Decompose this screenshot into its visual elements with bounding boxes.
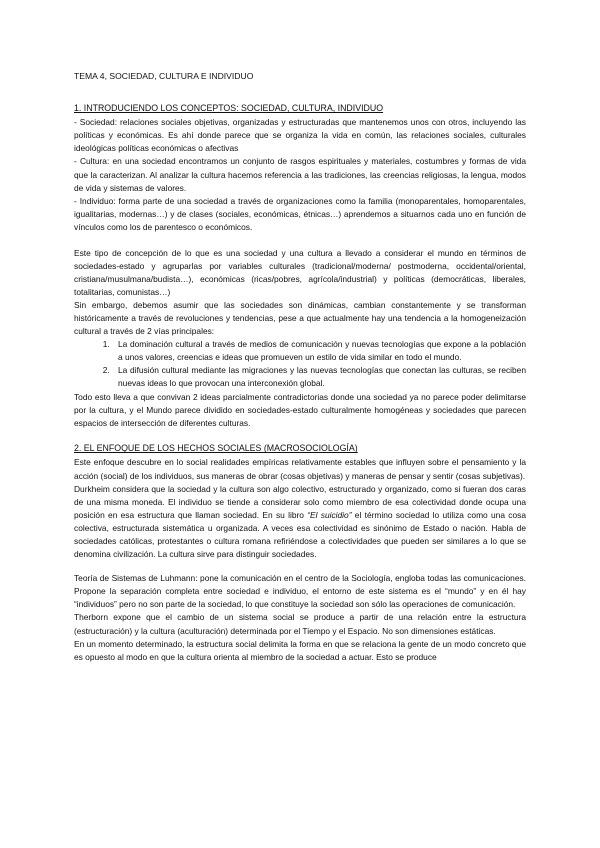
numbered-list: [74, 338, 526, 390]
paragraph: En un momento determinado, la estructura social delimita la forma en que se relaciona la gente de un modo concreto que es opuesto al modo en que la cultura orienta al miembro de la sociedad a actuar. Esto se produce: [74, 638, 526, 662]
durkheim-text-a: Durkheim considera que la sociedad y la cultura son algo colectivo, estructurado y organizado, como si fueran dos caras de una misma moneda. El individuo se tiende a considerar solo como miembro de esa colectividad donde ocupa una posición en esa estructura que llaman sociedad. En su libro: [74, 483, 526, 520]
list-item: 1. La dominación cultural a través de medios de comunicación y nuevas tecnologías que expone a la población a unos valores, creencias e ideas que promueven un estilo de vida similar en todo el mundo.: [112, 338, 526, 364]
section-heading-1: 1. INTRODUCIENDO LOS CONCEPTOS: SOCIEDAD, CULTURA, INDIVIDUO: [74, 103, 384, 114]
paragraph: Este enfoque descubre en lo social realidades empíricas relativamente estables que influyen sobre el pensamiento y la acción (social) de los individuos, sus maneras de obrar (cosas objetivas) y maneras de pensar y sentir (cosas subjetivas).: [74, 457, 526, 481]
definition-sociedad: - Sociedad: relaciones sociales objetivas, organizadas y estructuradas que mantenemos unos con otros, incluyendo las políticas y económicas. Es ahí donde parece que se organiza la vida en común, las relaciones sociales, culturales ideológicas políticas económicas o afectivas: [74, 117, 526, 154]
paragraph: Todo esto lleva a que convivan 2 ideas parcialmente contradictorias donde una sociedad ya no parece poder delimitarse por la cultura, y el Mundo parece dividido en sociedades-estado culturalmente homogéneas y sociedades que parecen espacios de intersección de diferentes culturas.: [74, 391, 526, 428]
paragraph: Sin embargo, debemos asumir que las sociedades son dinámicas, cambian constantemente y se transforman históricamente a través de revoluciones y tendencias, pese a que actualmente hay una tendencia a la homogeneización cultural a través de 2 vías principales:: [74, 299, 526, 337]
paragraph-luhmann: Teoría de Sistemas de Luhmann: pone la comunicación en el centro de la Sociología, engloba todas las comunicaciones. Propone la separación completa entre sociedad e individuo, el entorno de este sistema es el “mundo” y en él hay “individuos” pero no son parte de la sociedad, lo que constituye la sociedad son sólo las operaciones de comunicación.: [74, 573, 526, 610]
section-heading-2: 2. EL ENFOQUE DE LOS HECHOS SOCIALES (MACROSOCIOLOGÍA): [74, 443, 358, 454]
definition-cultura: - Cultura: en una sociedad encontramos un conjunto de rasgos espirituales y materiales, costumbres y formas de vida que la caracterizan. Al analizar la cultura hacemos referencia a las tradiciones, las creencias religiosas, la lengua, modos de vida y sistemas de valores.: [74, 156, 526, 193]
book-title: “El suicidio”: [307, 509, 352, 520]
durkheim-text-b: el término sociedad lo utiliza como una cosa colectiva, estructurada sistemática u organizada. A veces esa colectividad es sinónimo de Estado o nación. Habla de sociedades católicas, protestantes o cultura romana refiriéndose a colectividades que pueden ser similares a lo que se denomina civilización. La cultura sirve para distinguir sociedades.: [74, 509, 526, 560]
definition-individuo: - Individuo: forma parte de una sociedad a través de organizaciones como la familia (monoparentales, homoparentales, igualitarias, modernas…) y de clases (sociales, económicas, étnicas…) aprendemos a situarnos cada uno en función de vínculos como los de parentesco o económicos.: [74, 195, 526, 232]
document-title: TEMA 4, SOCIEDAD, CULTURA E INDIVIDUO: [74, 71, 254, 81]
paragraph: Este tipo de concepción de lo que es una sociedad y una cultura a llevado a considerar el mundo en términos de sociedades-estado y agruparlas por variables culturales (tradicional/moderna/ postmoderna, occidental/oriental, cristiana/musulmana/budista…), económicas (ricas/pobres, agrícola/industrial) y políticas (democráticas, liberales, totalitarias, comunistas…): [74, 247, 526, 297]
paragraph-therborn: Therborn expone que el cambio de un sistema social se produce a partir de una relación entre la estructura (estructuración) y la cultura (aculturación) determinada por el Tiempo y el Espacio. No son dimensiones estáticas.: [74, 612, 526, 636]
document-body: [74, 70, 526, 664]
list-item: 2. La difusión cultural mediante las migraciones y las nuevas tecnologías que conectan las culturas, se reciben nuevas ideas lo que provocan una interconexión global.: [112, 364, 526, 390]
paragraph-durkheim: [74, 483, 526, 562]
